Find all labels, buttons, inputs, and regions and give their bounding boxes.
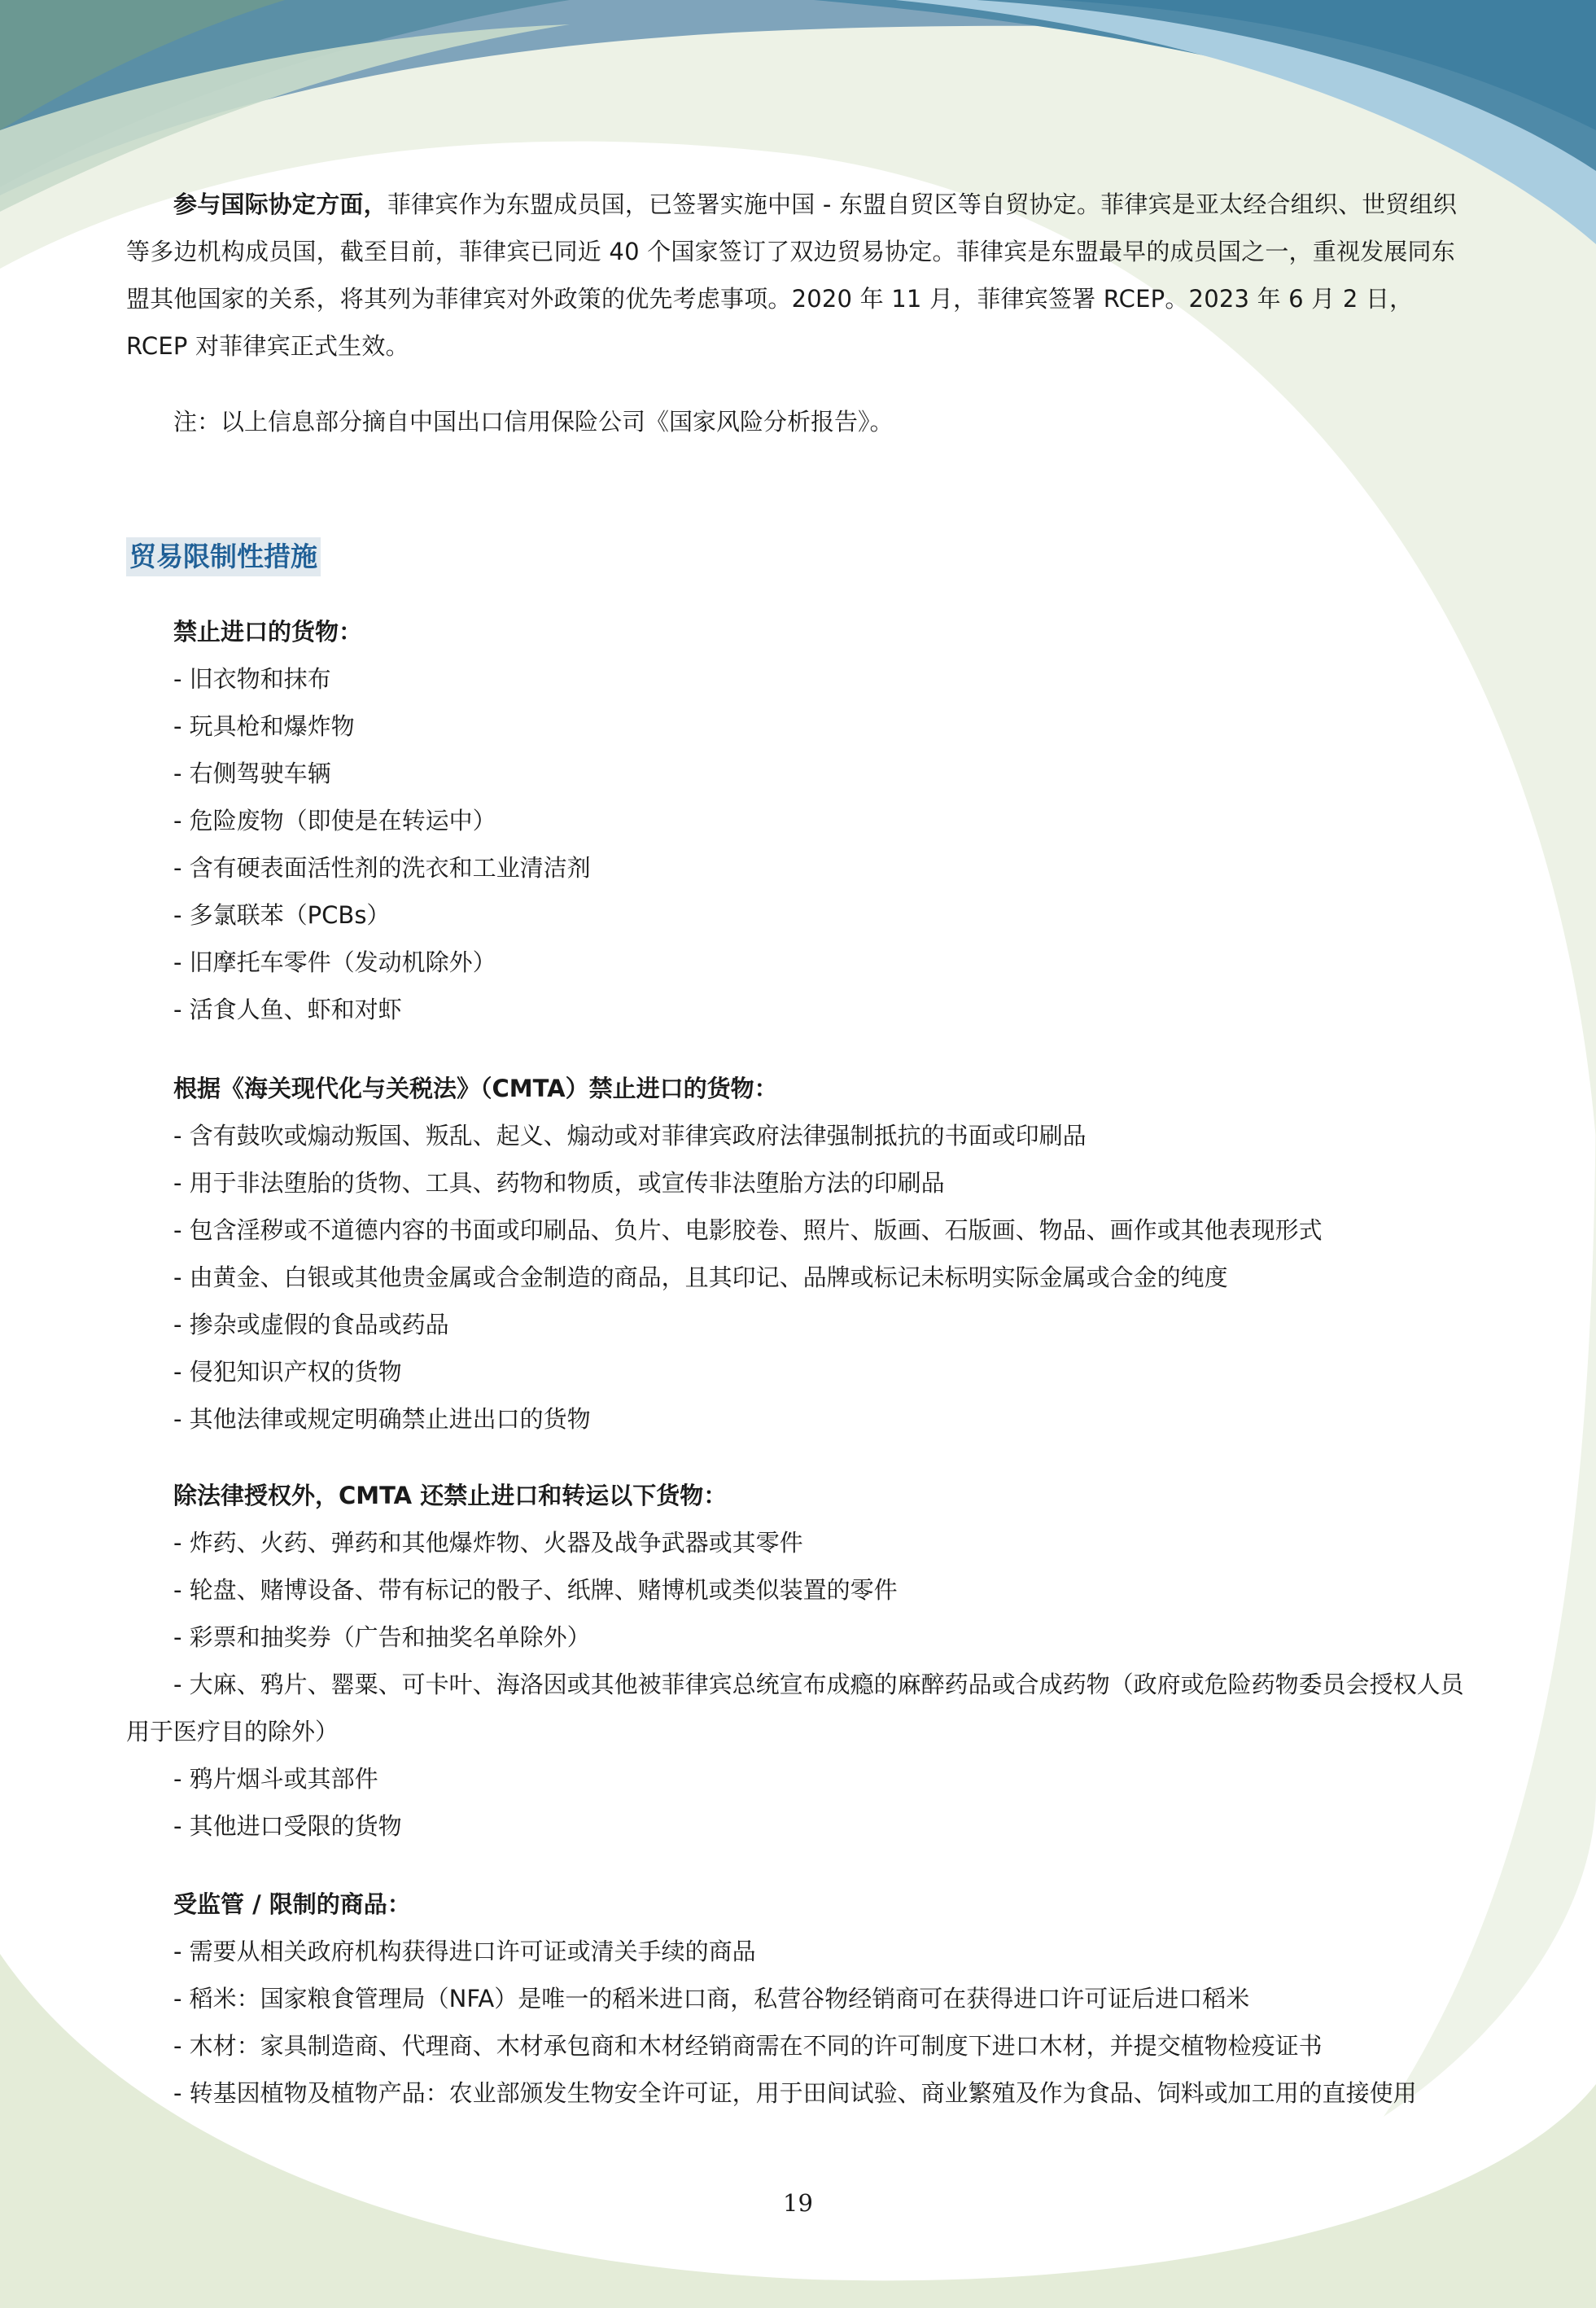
list-item: - 由黄金、白银或其他贵金属或合金制造的商品，且其印记、品牌或标记未标明实际金属或合金的纯度: [173, 1263, 1228, 1291]
group-prohibited-imports: [126, 608, 1477, 1033]
list-item: - 转基因植物及植物产品：农业部颁发生物安全许可证，用于田间试验、商业繁殖及作为食品、饲料或加工用的直接使用: [173, 2079, 1417, 2107]
group-heading: 除法律授权外，CMTA 还禁止进口和转运以下货物：: [173, 1482, 728, 1509]
group-cmta-prohibited: [126, 1065, 1477, 1443]
source-note: 注：以上信息部分摘自中国出口信用保险公司《国家风险分析报告》。: [173, 408, 894, 436]
list-item: - 其他法律或规定明确禁止进出口的货物: [173, 1405, 591, 1433]
group-cmta-import-transit: [126, 1472, 1477, 1850]
intro-paragraph: [126, 181, 1469, 370]
list-item: - 炸药、火药、弹药和其他爆炸物、火器及战争武器或其零件: [173, 1529, 803, 1557]
list-item: - 右侧驾驶车辆: [173, 760, 331, 787]
group-heading: 根据《海关现代化与关税法》（CMTA）禁止进口的货物：: [173, 1075, 778, 1102]
list-item: - 大麻、鸦片、罂粟、可卡叶、海洛因或其他被菲律宾总统宣布成瘾的麻醉药品或合成药物（政府或危险药物委员会授权人员用于医疗目的除外）: [126, 1671, 1464, 1745]
page-number: 19: [783, 2189, 813, 2217]
list-item: - 鸦片烟斗或其部件: [173, 1765, 378, 1793]
list-item: - 侵犯知识产权的货物: [173, 1358, 402, 1386]
list-item: - 含有硬表面活性剂的洗衣和工业清洁剂: [173, 854, 591, 882]
list-item: - 其他进口受限的货物: [173, 1812, 402, 1840]
group-regulated-goods: [126, 1881, 1477, 2117]
list-item: - 危险废物（即使是在转运中）: [173, 807, 496, 834]
list-item: - 稻米：国家粮食管理局（NFA）是唯一的稻米进口商，私营谷物经销商可在获得进口许可证后进口稻米: [173, 1985, 1250, 2012]
list-item: - 包含淫秽或不道德内容的书面或印刷品、负片、电影胶卷、照片、版画、石版画、物品、画作或其他表现形式: [173, 1216, 1323, 1244]
list-item: - 轮盘、赌博设备、带有标记的骰子、纸牌、赌博机或类似装置的零件: [173, 1576, 898, 1604]
group-heading: 受监管 / 限制的商品：: [173, 1890, 411, 1918]
list-item: - 旧衣物和抹布: [173, 665, 331, 693]
section-title: 贸易限制性措施: [126, 537, 321, 576]
list-item: - 玩具枪和爆炸物: [173, 712, 355, 740]
intro-text: 菲律宾作为东盟成员国，已签署实施中国 - 东盟自贸区等自贸协定。菲律宾是亚太经合组织、世贸组织等多边机构成员国，截至目前，菲律宾已同近 40 个国家签订了双边贸易协定。菲律宾是东盟最早的成员国之一，重视发展同东盟其他国家的关系，将其列为菲律宾对外政策的优先考虑事项。2020 年 11 月，菲律宾签署 RCEP。2023 年 6 月 2 日，RCEP 对菲律宾正式生效。: [126, 191, 1458, 360]
list-item: - 需要从相关政府机构获得进口许可证或清关手续的商品: [173, 1938, 756, 1965]
list-item: - 彩票和抽奖券（广告和抽奖名单除外）: [173, 1623, 591, 1651]
list-item: - 多氯联苯（PCBs）: [173, 901, 391, 929]
list-item: - 旧摩托车零件（发动机除外）: [173, 948, 496, 976]
list-item: - 掺杂或虚假的食品或药品: [173, 1311, 449, 1338]
group-heading: 禁止进口的货物：: [173, 618, 363, 646]
intro-bold-lead: 参与国际协定方面，: [173, 191, 387, 218]
list-item: - 含有鼓吹或煽动叛国、叛乱、起义、煽动或对菲律宾政府法律强制抵抗的书面或印刷品: [173, 1122, 1087, 1150]
list-item: - 木材：家具制造商、代理商、木材承包商和木材经销商需在不同的许可制度下进口木材，并提交植物检疫证书: [173, 2032, 1323, 2060]
list-item: - 活食人鱼、虾和对虾: [173, 996, 402, 1023]
list-item: - 用于非法堕胎的货物、工具、药物和物质，或宣传非法堕胎方法的印刷品: [173, 1169, 945, 1197]
